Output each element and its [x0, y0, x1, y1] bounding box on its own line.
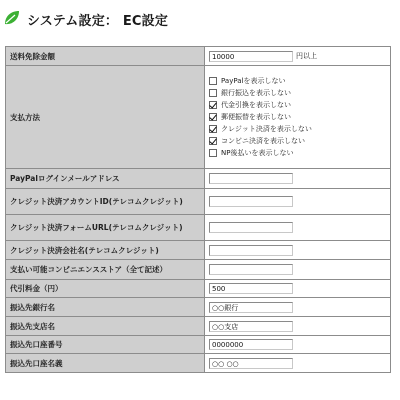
conveni-stores-input[interactable] — [209, 264, 293, 275]
page-title: システム設定： EC設定 — [27, 14, 169, 29]
payment-options — [205, 66, 391, 169]
payment-option[interactable] — [209, 111, 386, 123]
conveni-stores-label: 支払い可能コンビニエンスストア（全て記述） — [6, 260, 205, 280]
checkbox[interactable] — [209, 149, 217, 157]
checkbox[interactable] — [209, 101, 217, 109]
paypal-email-label: PayPalログインメールアドレス — [6, 169, 205, 189]
row-credit-account — [6, 189, 391, 215]
checkbox[interactable] — [209, 125, 217, 133]
credit-account-input[interactable] — [209, 196, 293, 207]
free-shipping-label: 送料免除金額 — [6, 47, 205, 66]
account-number-input[interactable]: 0000000 — [209, 339, 293, 350]
payment-option-label: NP後払いを表示しない — [221, 149, 294, 157]
checkbox[interactable] — [209, 113, 217, 121]
cod-fee-label: 代引料金（円） — [6, 280, 205, 298]
row-free-shipping — [6, 47, 391, 66]
checkbox[interactable] — [209, 89, 217, 97]
bank-name-label: 振込先銀行名 — [6, 298, 205, 317]
row-branch-name — [6, 317, 391, 336]
free-shipping-unit: 円以上 — [296, 52, 317, 60]
row-credit-company — [6, 241, 391, 260]
row-payment-methods — [6, 66, 391, 169]
row-conveni-stores — [6, 260, 391, 280]
account-number-label: 振込先口座番号 — [6, 336, 205, 354]
payment-option[interactable] — [209, 99, 386, 111]
payment-option[interactable] — [209, 75, 386, 87]
payment-methods-label: 支払方法 — [6, 66, 205, 169]
branch-name-input[interactable]: ○○支店 — [209, 321, 293, 332]
payment-option-label: 代金引換を表示しない — [221, 101, 291, 109]
branch-name-label: 振込先支店名 — [6, 317, 205, 336]
checkbox[interactable] — [209, 77, 217, 85]
account-holder-label: 振込先口座名義 — [6, 354, 205, 373]
credit-form-url-input[interactable] — [209, 222, 293, 233]
payment-option[interactable] — [209, 147, 386, 159]
cod-fee-input[interactable]: 500 — [209, 283, 293, 294]
checkbox[interactable] — [209, 137, 217, 145]
settings-table — [5, 46, 391, 373]
page-header — [0, 0, 400, 36]
leaf-icon — [4, 10, 20, 26]
payment-option[interactable] — [209, 87, 386, 99]
payment-option-label: 銀行振込を表示しない — [221, 89, 291, 97]
credit-account-label: クレジット決済アカウントID(テレコムクレジット) — [6, 189, 205, 215]
payment-option-label: PayPalを表示しない — [221, 77, 286, 85]
bank-name-input[interactable]: ○○銀行 — [209, 302, 293, 313]
credit-form-url-label: クレジット決済フォームURL(テレコムクレジット) — [6, 215, 205, 241]
row-account-number — [6, 336, 391, 354]
payment-option[interactable] — [209, 123, 386, 135]
payment-option-label: 郵便振替を表示しない — [221, 113, 291, 121]
row-bank-name — [6, 298, 391, 317]
row-credit-form-url — [6, 215, 391, 241]
row-paypal-email — [6, 169, 391, 189]
credit-company-label: クレジット決済会社名(テレコムクレジット) — [6, 241, 205, 260]
free-shipping-input[interactable]: 10000 — [209, 51, 293, 62]
paypal-email-input[interactable] — [209, 173, 293, 184]
payment-option-label: コンビニ決済を表示しない — [221, 137, 305, 145]
account-holder-input[interactable]: ○○ ○○ — [209, 358, 293, 369]
payment-option[interactable] — [209, 135, 386, 147]
row-account-holder — [6, 354, 391, 373]
payment-option-label: クレジット決済を表示しない — [221, 125, 312, 133]
row-cod-fee — [6, 280, 391, 298]
credit-company-input[interactable] — [209, 245, 293, 256]
